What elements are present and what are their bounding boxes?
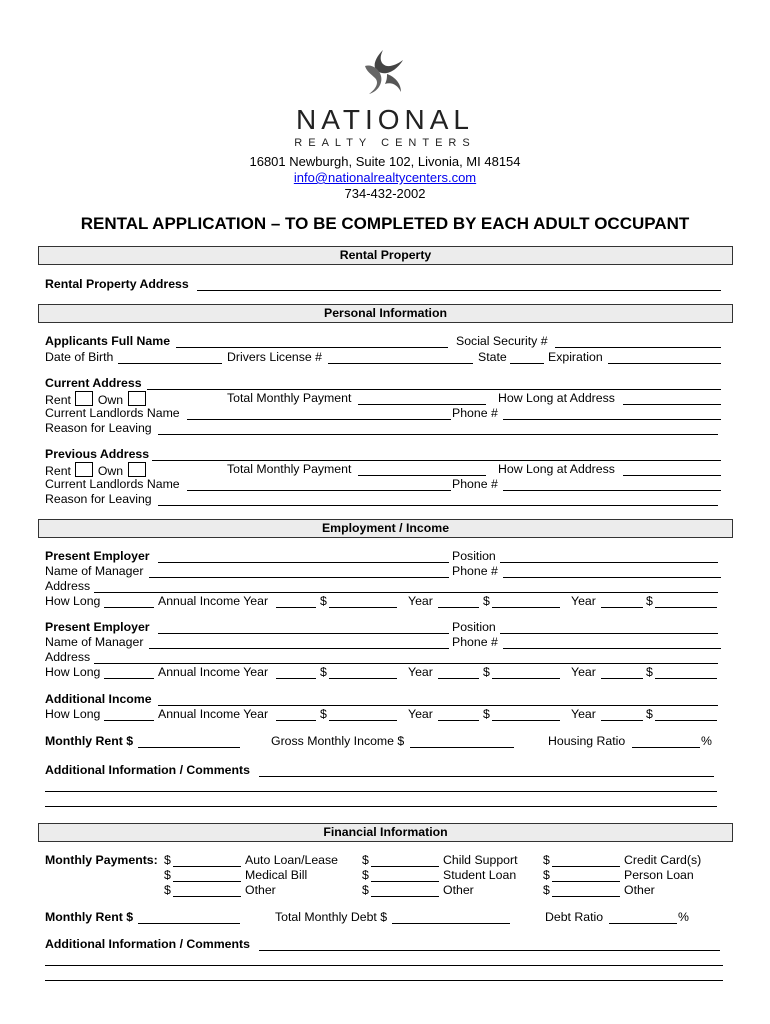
- rental-property-address-field[interactable]: [197, 278, 721, 291]
- additional-info-line-2[interactable]: [45, 791, 717, 792]
- previous-address-field[interactable]: [152, 448, 721, 461]
- dollar-label: $: [646, 707, 653, 721]
- company-address: 16801 Newburgh, Suite 102, Livonia, MI 48154: [249, 154, 521, 169]
- applicant-name-label: Applicants Full Name: [45, 334, 171, 348]
- medical-bill-field[interactable]: [173, 869, 241, 882]
- ssn-field[interactable]: [555, 335, 721, 348]
- page-title: RENTAL APPLICATION – TO BE COMPLETED BY EACH ADULT OCCUPANT: [80, 214, 690, 233]
- year-label: Year: [571, 707, 596, 721]
- additional-info-label: Additional Information / Comments: [45, 763, 250, 777]
- brand-name: NATIONAL: [296, 104, 474, 135]
- person-loan-label: Person Loan: [624, 868, 694, 882]
- manager-label: Name of Manager: [45, 635, 144, 649]
- previous-landlord-phone-field[interactable]: [503, 478, 721, 491]
- other-label: Other: [443, 883, 474, 897]
- child-support-label: Child Support: [443, 853, 518, 867]
- additional-amount-1-field[interactable]: [329, 708, 397, 721]
- current-rent-own-row: [45, 391, 147, 407]
- current-landlord-label: Current Landlords Name: [45, 406, 180, 420]
- auto-loan-label: Auto Loan/Lease: [245, 853, 338, 867]
- dob-field[interactable]: [118, 351, 222, 364]
- employer-2-amount-3-field[interactable]: [655, 666, 717, 679]
- manager-phone-label: Phone #: [452, 564, 498, 578]
- employer-2-address-field[interactable]: [94, 651, 718, 664]
- dollar-label: $: [543, 868, 550, 882]
- employer-2-year-1-field[interactable]: [276, 666, 316, 679]
- year-label: Year: [571, 665, 596, 679]
- previous-reason-field[interactable]: [158, 493, 718, 506]
- other-label: Other: [245, 883, 276, 897]
- rent-label: Rent: [45, 464, 71, 478]
- employer-1-manager-field[interactable]: [149, 565, 449, 578]
- employer-1-how-long-field[interactable]: [104, 595, 154, 608]
- state-field[interactable]: [510, 351, 544, 364]
- employer-1-year-2-field[interactable]: [438, 595, 479, 608]
- other-3-field[interactable]: [552, 884, 620, 897]
- manager-label: Name of Manager: [45, 564, 144, 578]
- employer-1-amount-2-field[interactable]: [492, 595, 560, 608]
- section-rental-property: Rental Property: [38, 246, 733, 265]
- current-address-label: Current Address: [45, 376, 142, 390]
- drivers-license-label: Drivers License #: [227, 350, 322, 364]
- year-label: Year: [408, 665, 433, 679]
- gross-monthly-income-field[interactable]: [410, 735, 514, 748]
- current-total-monthly-payment-field[interactable]: [358, 392, 486, 405]
- employer-2-amount-2-field[interactable]: [492, 666, 560, 679]
- employer-2-manager-field[interactable]: [149, 636, 449, 649]
- annual-income-year-label: Annual Income Year: [158, 665, 269, 679]
- dollar-label: $: [320, 707, 327, 721]
- employer-1-address-field[interactable]: [94, 580, 718, 593]
- additional-income-label: Additional Income: [45, 692, 152, 706]
- section-personal-info: Personal Information: [38, 304, 733, 323]
- dollar-label: $: [164, 853, 171, 867]
- monthly-rent-label: Monthly Rent $: [45, 734, 134, 748]
- financial-additional-info-line-2[interactable]: [45, 965, 723, 966]
- employer-1-year-1-field[interactable]: [276, 595, 316, 608]
- employer-1-position-field[interactable]: [500, 550, 718, 563]
- dollar-label: $: [320, 665, 327, 679]
- financial-additional-info-field[interactable]: [259, 938, 720, 951]
- monthly-rent-field[interactable]: [138, 735, 240, 748]
- dollar-label: $: [164, 868, 171, 882]
- company-email-link[interactable]: info@nationalrealtycenters.com: [293, 170, 477, 185]
- dollar-label: $: [362, 868, 369, 882]
- current-landlord-phone-field[interactable]: [503, 407, 721, 420]
- dollar-label: $: [646, 594, 653, 608]
- current-own-checkbox[interactable]: [128, 391, 146, 406]
- dollar-label: $: [646, 665, 653, 679]
- present-employer-label: Present Employer: [45, 549, 150, 563]
- employer-2-position-field[interactable]: [500, 621, 718, 634]
- employer-1-year-3-field[interactable]: [601, 595, 643, 608]
- section-employment: Employment / Income: [38, 519, 733, 538]
- additional-amount-3-field[interactable]: [655, 708, 717, 721]
- year-label: Year: [571, 594, 596, 608]
- national-realty-logo-icon: [357, 46, 409, 98]
- own-label: Own: [97, 393, 124, 407]
- current-how-long-field[interactable]: [623, 392, 721, 405]
- how-long-label: How Long: [45, 665, 101, 679]
- housing-ratio-label: Housing Ratio: [548, 734, 626, 748]
- applicant-name-field[interactable]: [176, 335, 448, 348]
- financial-additional-info-line-3[interactable]: [45, 980, 723, 981]
- section-financial: Financial Information: [38, 823, 733, 842]
- year-label: Year: [408, 707, 433, 721]
- how-long-label: How Long: [45, 707, 101, 721]
- how-long-label: How Long: [45, 594, 101, 608]
- current-reason-field[interactable]: [158, 422, 718, 435]
- credit-cards-field[interactable]: [552, 854, 620, 867]
- how-long-at-address-label: How Long at Address: [498, 462, 615, 476]
- previous-rent-checkbox[interactable]: [75, 462, 93, 477]
- person-loan-field[interactable]: [552, 869, 620, 882]
- other-label: Other: [624, 883, 655, 897]
- present-employer-label: Present Employer: [45, 620, 150, 634]
- dollar-label: $: [543, 883, 550, 897]
- additional-year-2-field[interactable]: [438, 708, 479, 721]
- position-label: Position: [452, 549, 496, 563]
- ssn-label: Social Security #: [456, 334, 548, 348]
- debt-ratio-label: Debt Ratio: [545, 910, 604, 924]
- monthly-rent-label: Monthly Rent $: [45, 910, 134, 924]
- dollar-label: $: [483, 665, 490, 679]
- housing-ratio-percent: %: [701, 734, 712, 748]
- employer-2-amount-1-field[interactable]: [329, 666, 397, 679]
- employer-2-how-long-field[interactable]: [104, 666, 154, 679]
- dollar-label: $: [362, 883, 369, 897]
- employer-address-label: Address: [45, 579, 91, 593]
- student-loan-field[interactable]: [371, 869, 439, 882]
- rent-label: Rent: [45, 393, 71, 407]
- total-monthly-debt-label: Total Monthly Debt $: [275, 910, 388, 924]
- annual-income-year-label: Annual Income Year: [158, 594, 269, 608]
- total-monthly-payment-label: Total Monthly Payment: [227, 391, 352, 405]
- position-label: Position: [452, 620, 496, 634]
- dollar-label: $: [164, 883, 171, 897]
- previous-landlord-phone-label: Phone #: [452, 477, 498, 491]
- student-loan-label: Student Loan: [443, 868, 517, 882]
- employer-2-year-3-field[interactable]: [601, 666, 643, 679]
- credit-cards-label: Credit Card(s): [624, 853, 702, 867]
- additional-info-label: Additional Information / Comments: [45, 937, 250, 951]
- child-support-field[interactable]: [371, 854, 439, 867]
- drivers-license-field[interactable]: [328, 351, 473, 364]
- previous-how-long-field[interactable]: [623, 463, 721, 476]
- employer-address-label: Address: [45, 650, 91, 664]
- employer-1-amount-1-field[interactable]: [329, 595, 397, 608]
- how-long-at-address-label: How Long at Address: [498, 391, 615, 405]
- company-phone: 734-432-2002: [344, 186, 426, 201]
- previous-total-monthly-payment-field[interactable]: [358, 463, 486, 476]
- previous-landlord-field[interactable]: [187, 478, 451, 491]
- dollar-label: $: [362, 853, 369, 867]
- employer-1-field[interactable]: [158, 550, 449, 563]
- current-landlord-field[interactable]: [187, 407, 451, 420]
- employer-2-field[interactable]: [158, 621, 449, 634]
- dollar-label: $: [320, 594, 327, 608]
- medical-bill-label: Medical Bill: [245, 868, 308, 882]
- current-address-field[interactable]: [147, 377, 721, 390]
- brand-subtitle: REALTY CENTERS: [294, 137, 476, 149]
- previous-landlord-label: Current Landlords Name: [45, 477, 180, 491]
- employer-2-phone-field[interactable]: [503, 636, 721, 649]
- monthly-payments-label: Monthly Payments:: [45, 853, 158, 867]
- total-monthly-debt-field[interactable]: [392, 911, 510, 924]
- previous-rent-own-row: [45, 462, 147, 478]
- dob-label: Date of Birth: [45, 350, 114, 364]
- expiration-label: Expiration: [548, 350, 603, 364]
- previous-reason-label: Reason for Leaving: [45, 492, 152, 506]
- employer-1-amount-3-field[interactable]: [655, 595, 717, 608]
- expiration-field[interactable]: [608, 351, 721, 364]
- current-landlord-phone-label: Phone #: [452, 406, 498, 420]
- previous-address-label: Previous Address: [45, 447, 150, 461]
- housing-ratio-field[interactable]: [632, 735, 700, 748]
- own-label: Own: [97, 464, 124, 478]
- total-monthly-payment-label: Total Monthly Payment: [227, 462, 352, 476]
- additional-income-field[interactable]: [158, 693, 718, 706]
- year-label: Year: [408, 594, 433, 608]
- debt-ratio-percent: %: [678, 910, 689, 924]
- dollar-label: $: [483, 707, 490, 721]
- other-1-field[interactable]: [173, 884, 241, 897]
- previous-own-checkbox[interactable]: [128, 462, 146, 477]
- manager-phone-label: Phone #: [452, 635, 498, 649]
- auto-loan-field[interactable]: [173, 854, 241, 867]
- annual-income-year-label: Annual Income Year: [158, 707, 269, 721]
- additional-year-3-field[interactable]: [601, 708, 643, 721]
- additional-amount-2-field[interactable]: [492, 708, 560, 721]
- other-2-field[interactable]: [371, 884, 439, 897]
- additional-info-line-3[interactable]: [45, 806, 717, 807]
- dollar-label: $: [483, 594, 490, 608]
- current-rent-checkbox[interactable]: [75, 391, 93, 406]
- rental-property-address-label: Rental Property Address: [45, 277, 189, 291]
- employer-1-phone-field[interactable]: [503, 565, 721, 578]
- additional-how-long-field[interactable]: [104, 708, 154, 721]
- additional-info-field[interactable]: [259, 764, 714, 777]
- state-label: State: [478, 350, 507, 364]
- debt-ratio-field[interactable]: [609, 911, 677, 924]
- additional-year-1-field[interactable]: [276, 708, 316, 721]
- current-reason-label: Reason for Leaving: [45, 421, 152, 435]
- gross-monthly-income-label: Gross Monthly Income $: [271, 734, 405, 748]
- financial-monthly-rent-field[interactable]: [138, 911, 240, 924]
- dollar-label: $: [543, 853, 550, 867]
- employer-2-year-2-field[interactable]: [438, 666, 479, 679]
